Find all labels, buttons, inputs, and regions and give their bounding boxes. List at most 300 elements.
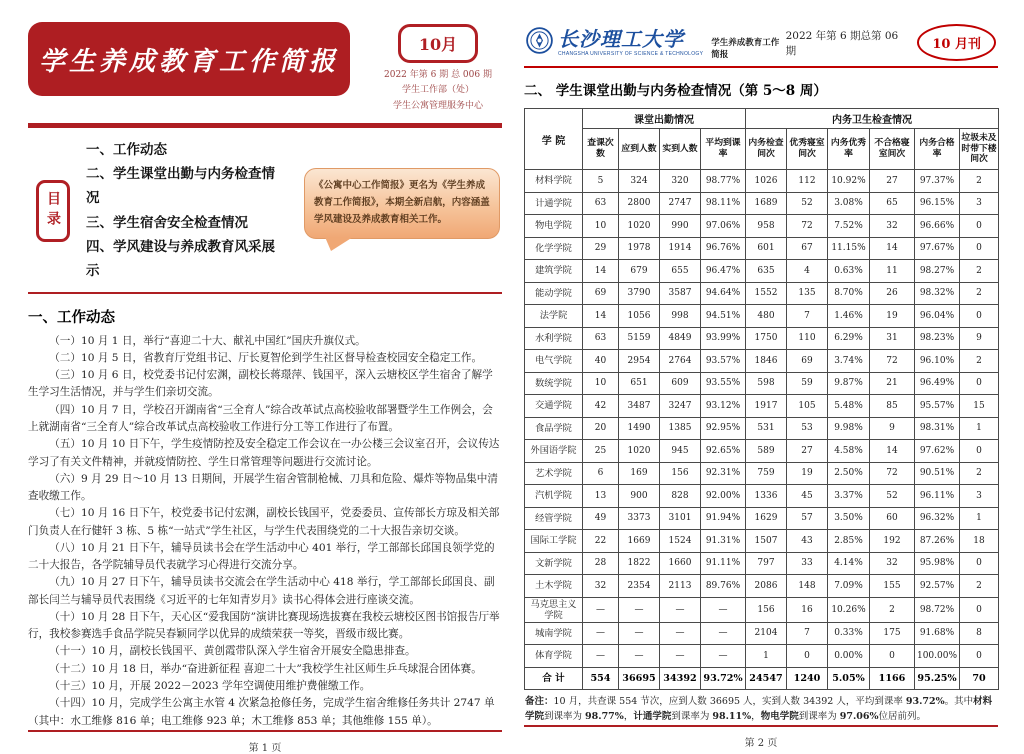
cell: 1026: [746, 170, 787, 193]
cell: 69: [787, 350, 828, 373]
cell: 3: [960, 485, 999, 508]
note-segment: 98.77%: [585, 710, 624, 722]
cell: 0.00%: [828, 645, 870, 668]
cell: 96.76%: [701, 237, 746, 260]
cell: 324: [619, 170, 660, 193]
cell: 10: [583, 372, 619, 395]
table-body: [525, 170, 999, 690]
cell: 43: [787, 530, 828, 553]
university-logo-icon: [526, 27, 553, 59]
footer-rule: [524, 725, 998, 727]
cell: 72: [787, 215, 828, 238]
cell: 0: [960, 305, 999, 328]
column-header: 垃圾未及时带下楼间次: [960, 129, 999, 170]
total-cell: 5.05%: [828, 667, 870, 690]
cell: 1020: [619, 440, 660, 463]
college-name: 马克思主义学院: [525, 597, 583, 622]
college-name: 艺术学院: [525, 462, 583, 485]
college-column-header: 学 院: [525, 109, 583, 170]
note-segment: 。其中: [944, 696, 974, 708]
cell: 93.55%: [701, 372, 746, 395]
cell: 4849: [660, 327, 701, 350]
cell: —: [583, 622, 619, 645]
cell: 0: [960, 645, 999, 668]
work-item: （四）10 月 7 日，学校召开湖南省“三全育人”综合改革试点高校验收部署暨学生工作例会，会上就湖南省“三全育人”综合改革试点高校验收工作进行分工等工作进行了布置。: [28, 403, 493, 433]
cell: 5159: [619, 327, 660, 350]
cell: 97.37%: [915, 170, 960, 193]
table-row: [525, 417, 999, 440]
work-item: （十四）10 月，完成学生公寓主水管 4 次紧急抢修任务，完成学生宿舍维修任务共计 2747 单（其中：水工维修 816 单；电工维修 923 单；木工维修 853 单；其他维修 155 单）。: [28, 697, 495, 727]
cell: —: [619, 645, 660, 668]
cell: 1822: [619, 552, 660, 575]
cell: 2354: [619, 575, 660, 598]
cell: 96.11%: [915, 485, 960, 508]
cell: 2.50%: [828, 462, 870, 485]
cell: 1629: [746, 507, 787, 530]
college-name: 文新学院: [525, 552, 583, 575]
cell: 91.11%: [701, 552, 746, 575]
cell: 96.66%: [915, 215, 960, 238]
cell: 8.70%: [828, 282, 870, 305]
cell: 40: [583, 350, 619, 373]
cell: 2113: [660, 575, 701, 598]
work-item: （五）10 月 10 日下午，学生疫情防控及安全稳定工作会议在一办公楼三会议室召开，会议传达学习了有关文件精神，并就疫情防控、学生日常管理等问题进行交流讨论。: [28, 438, 500, 468]
note-segment: 98.11%: [712, 710, 752, 722]
note-segment: 到课率为: [544, 710, 586, 722]
bulletin-title-banner: [28, 22, 350, 96]
note-segment: 97.06%: [839, 710, 879, 722]
column-header: 内务优秀率: [828, 129, 870, 170]
cell: 1689: [746, 192, 787, 215]
college-name: 电气学院: [525, 350, 583, 373]
cell: 67: [787, 237, 828, 260]
table-row: [525, 622, 999, 645]
cell: 22: [583, 530, 619, 553]
cell: 11: [870, 260, 915, 283]
cell: 2764: [660, 350, 701, 373]
toc-item: 一、工作动态: [86, 141, 167, 158]
cell: 589: [746, 440, 787, 463]
cell: 3.50%: [828, 507, 870, 530]
cell: 958: [746, 215, 787, 238]
college-name: 外国语学院: [525, 440, 583, 463]
note-segment: ，: [751, 710, 761, 722]
cell: 3.74%: [828, 350, 870, 373]
cell: 27: [870, 170, 915, 193]
cell: 169: [619, 462, 660, 485]
table-row: [525, 552, 999, 575]
cell: 52: [870, 485, 915, 508]
college-name: 建筑学院: [525, 260, 583, 283]
cell: 679: [619, 260, 660, 283]
cell: 45: [787, 485, 828, 508]
issue-text: 2022 年第 6 期总第 06 期: [785, 29, 899, 57]
cell: 1: [960, 507, 999, 530]
work-item: （十二）10 月 18 日，举办“奋进新征程 喜迎二十大”我校学生社区师生乒乓球混合团体赛。: [49, 662, 482, 675]
column-header: 内务合格率: [915, 129, 960, 170]
cell: 1385: [660, 417, 701, 440]
cell: 87.26%: [915, 530, 960, 553]
cell: 0: [787, 645, 828, 668]
cell: 52: [787, 192, 828, 215]
cell: 72: [870, 350, 915, 373]
college-name: 国际工学院: [525, 530, 583, 553]
bulletin-title: 学生养成教育工作简报: [38, 46, 339, 77]
cell: 93.12%: [701, 395, 746, 418]
cell: 945: [660, 440, 701, 463]
cell: 93.57%: [701, 350, 746, 373]
total-cell: 36695: [619, 667, 660, 690]
cell: 2: [960, 462, 999, 485]
cell: 100.00%: [915, 645, 960, 668]
cell: 89.76%: [701, 575, 746, 598]
cell: 14: [870, 237, 915, 260]
work-item: （七）10 月 16 日下午，校党委书记付宏渊，副校长钱国平，党委委员、宣传部长方琼及相关部门负责人在行健轩 3 栋、5 栋“一站式”学生社区，与学生代表围绕党的二十大报告亲切交谈。: [28, 507, 500, 537]
cell: 320: [660, 170, 701, 193]
page1-header: [28, 22, 502, 114]
table-row: [525, 530, 999, 553]
college-name: 物电学院: [525, 215, 583, 238]
cell: 2747: [660, 192, 701, 215]
cell: 98.27%: [915, 260, 960, 283]
cell: 93.99%: [701, 327, 746, 350]
cell: 105: [787, 395, 828, 418]
cell: 98.72%: [915, 597, 960, 622]
page-number: 第 1 页: [248, 742, 282, 754]
cell: 96.32%: [915, 507, 960, 530]
table-row: [525, 372, 999, 395]
college-name: 城南学院: [525, 622, 583, 645]
college-name: 材料学院: [525, 170, 583, 193]
cell: 33: [787, 552, 828, 575]
total-cell: 554: [583, 667, 619, 690]
note-segment: 到课率为: [798, 710, 840, 722]
cell: —: [701, 622, 746, 645]
cell: 155: [870, 575, 915, 598]
cell: 480: [746, 305, 787, 328]
cell: 7: [787, 305, 828, 328]
issue-box: [374, 22, 502, 114]
header-rule: [524, 66, 998, 68]
toc-list: [86, 138, 288, 284]
issue-line: 学生工作部（处）: [401, 85, 474, 96]
cell: 797: [746, 552, 787, 575]
cell: 14: [583, 260, 619, 283]
cell: 3373: [619, 507, 660, 530]
note-segment: 计通学院: [633, 710, 672, 722]
cell: 1914: [660, 237, 701, 260]
hygiene-group-header: 内务卫生检查情况: [746, 109, 999, 129]
cell: 7: [787, 622, 828, 645]
cell: 3247: [660, 395, 701, 418]
cell: 98.32%: [915, 282, 960, 305]
cell: 3790: [619, 282, 660, 305]
table-row: [525, 282, 999, 305]
cell: 998: [660, 305, 701, 328]
cell: 598: [746, 372, 787, 395]
cell: 1490: [619, 417, 660, 440]
cell: 16: [787, 597, 828, 622]
cell: 95.98%: [915, 552, 960, 575]
cell: 2.85%: [828, 530, 870, 553]
column-header: 平均到课率: [701, 129, 746, 170]
cell: 32: [870, 215, 915, 238]
cell: 3.08%: [828, 192, 870, 215]
work-item: （八）10 月 21 日下午，辅导员读书会在学生活动中心 401 举行，学工部部长邱国良领学党的二十大报告，各学院辅导员代表就学习心得进行交流分享。: [28, 541, 495, 572]
note-segment: 材料学院: [525, 696, 993, 722]
cell: 29: [583, 237, 619, 260]
issue-line: 2022 年第 6 期 总 006 期: [384, 70, 492, 80]
subheader-row: [525, 129, 999, 170]
cell: 5.48%: [828, 395, 870, 418]
cell: 1020: [619, 215, 660, 238]
cell: 98.23%: [915, 327, 960, 350]
cell: 96.15%: [915, 192, 960, 215]
cell: 94.51%: [701, 305, 746, 328]
cell: 97.62%: [915, 440, 960, 463]
cell: 94.64%: [701, 282, 746, 305]
note-segment: 备注：: [525, 696, 554, 708]
issue-line: 学生公寓管理服务中心: [392, 100, 483, 111]
cell: 192: [870, 530, 915, 553]
cell: 2: [960, 575, 999, 598]
month-badge: 10月: [398, 24, 478, 63]
footer-rule: [28, 730, 502, 732]
college-name: 法学院: [525, 305, 583, 328]
college-name: 化学学院: [525, 237, 583, 260]
work-item: （九）10 月 27 日下午，辅导员读书交流会在学生活动中心 418 举行，学工部部长邱国良、副部长闫兰与辅导员代表围绕《习近平的七年知青岁月》读书心得体会进行座谈交流。: [28, 576, 495, 606]
table-row: [525, 462, 999, 485]
cell: 1917: [746, 395, 787, 418]
cell: 9: [870, 417, 915, 440]
table-row: [525, 440, 999, 463]
cell: 651: [619, 372, 660, 395]
cell: 95.57%: [915, 395, 960, 418]
page-number: 第 2 页: [744, 737, 778, 749]
table-row: [525, 327, 999, 350]
cell: —: [701, 597, 746, 622]
cell: 57: [787, 507, 828, 530]
cell: 69: [583, 282, 619, 305]
cell: 1507: [746, 530, 787, 553]
cell: —: [619, 622, 660, 645]
work-item: （十）10 月 28 日下午，天心区“爱我国防”演讲比赛现场选拔赛在我校云塘校区图书馆报告厅举行，我校参赛选手食品学院吴春颖同学以优异的成绩荣获一等奖，晋级市级比赛。: [28, 610, 500, 641]
cell: 60: [870, 507, 915, 530]
note-segment: 到课率为: [671, 710, 713, 722]
cell: 96.04%: [915, 305, 960, 328]
cell: 601: [746, 237, 787, 260]
note-segment: 物电学院: [760, 710, 799, 722]
college-name: 水利学院: [525, 327, 583, 350]
total-row: [525, 667, 999, 690]
cell: —: [660, 645, 701, 668]
attendance-table: [524, 108, 999, 690]
toc-section: [28, 138, 502, 284]
attendance-group-header: 课堂出勤情况: [583, 109, 746, 129]
logo-group: [526, 26, 786, 60]
cell: —: [619, 597, 660, 622]
work-item: （二）10 月 5 日，省教育厅党组书记、厅长夏智伦到学生社区督导检查校园安全稳定工作。: [49, 351, 483, 364]
cell: 32: [583, 575, 619, 598]
table-row: [525, 575, 999, 598]
cell: 0.33%: [828, 622, 870, 645]
cell: 27: [787, 440, 828, 463]
section2-title: 二、 学生课堂出勤与内务检查情况（第 5～8 周）: [524, 83, 827, 99]
cell: 9.87%: [828, 372, 870, 395]
work-item: （十一）10 月，副校长钱国平、黄创霞带队深入学生宿舍开展安全隐患排查。: [49, 645, 416, 658]
cell: 6: [583, 462, 619, 485]
cell: 1660: [660, 552, 701, 575]
cell: 7.09%: [828, 575, 870, 598]
total-label: 合 计: [525, 667, 583, 690]
table-row: [525, 192, 999, 215]
note-segment: 93.72%: [905, 696, 945, 708]
cell: 110: [787, 327, 828, 350]
cell: 65: [870, 192, 915, 215]
column-header: 不合格寝室间次: [870, 129, 915, 170]
rule-divider: [28, 292, 502, 294]
work-item: （一）10 月 1 日，举行“喜迎二十大、献礼中国红”国庆升旗仪式。: [49, 334, 366, 347]
cell: 2086: [746, 575, 787, 598]
cell: 609: [660, 372, 701, 395]
cell: 49: [583, 507, 619, 530]
cell: 26: [870, 282, 915, 305]
college-name: 交通学院: [525, 395, 583, 418]
cell: 98.77%: [701, 170, 746, 193]
cell: 91.68%: [915, 622, 960, 645]
cell: 8: [960, 622, 999, 645]
cell: 91.94%: [701, 507, 746, 530]
cell: 15: [960, 395, 999, 418]
cell: 1978: [619, 237, 660, 260]
college-name: 土木学院: [525, 575, 583, 598]
college-name: 数统学院: [525, 372, 583, 395]
header-doc-title: 学生养成教育工作简报: [711, 37, 780, 60]
cell: 5: [583, 170, 619, 193]
college-name: 计通学院: [525, 192, 583, 215]
cell: 97.67%: [915, 237, 960, 260]
university-name: 长沙理工大学: [558, 26, 684, 51]
toc-item: 四、学风建设与养成教育风采展示: [86, 239, 275, 280]
cell: 6.29%: [828, 327, 870, 350]
cell: 531: [746, 417, 787, 440]
cell: —: [583, 645, 619, 668]
cell: 28: [583, 552, 619, 575]
month-issue-badge: 10 月刊: [917, 24, 996, 61]
cell: 0: [870, 645, 915, 668]
table-row: [525, 395, 999, 418]
work-item: （三）10 月 6 日，校党委书记付宏渊，副校长蒋璟萍、钱国平，深入云塘校区学生宿舍了解学生学习生活情况，并与学生们亲切交流。: [28, 369, 493, 399]
cell: 1524: [660, 530, 701, 553]
cell: 92.00%: [701, 485, 746, 508]
cell: 13: [583, 485, 619, 508]
cell: 135: [787, 282, 828, 305]
cell: 10.26%: [828, 597, 870, 622]
cell: 2: [960, 170, 999, 193]
cell: 2: [960, 260, 999, 283]
cell: 0.63%: [828, 260, 870, 283]
cell: 90.51%: [915, 462, 960, 485]
cell: 92.65%: [701, 440, 746, 463]
issue-info: [374, 68, 502, 114]
cell: 0: [960, 237, 999, 260]
cell: —: [583, 597, 619, 622]
cell: 4.14%: [828, 552, 870, 575]
table-row: [525, 645, 999, 668]
table-row: [525, 305, 999, 328]
cell: 92.95%: [701, 417, 746, 440]
total-cell: 95.25%: [915, 667, 960, 690]
cell: 96.49%: [915, 372, 960, 395]
cell: 635: [746, 260, 787, 283]
cell: 9.98%: [828, 417, 870, 440]
table-row: [525, 170, 999, 193]
cell: 0: [960, 597, 999, 622]
cell: 0: [960, 552, 999, 575]
cell: 0: [960, 440, 999, 463]
note-segment: 位居前列。: [878, 710, 927, 722]
college-name: 食品学院: [525, 417, 583, 440]
cell: 3587: [660, 282, 701, 305]
column-header: 实到人数: [660, 129, 701, 170]
note-segment: ，: [623, 710, 634, 722]
page-1: [28, 22, 502, 754]
total-cell: 1166: [870, 667, 915, 690]
total-cell: 70: [960, 667, 999, 690]
cell: 32: [870, 552, 915, 575]
cell: 96.10%: [915, 350, 960, 373]
table-row: [525, 350, 999, 373]
cell: 2: [870, 597, 915, 622]
cell: 63: [583, 327, 619, 350]
header-right: [786, 24, 996, 61]
cell: 156: [660, 462, 701, 485]
cell: 91.31%: [701, 530, 746, 553]
page1-footer: [28, 730, 502, 754]
college-name: 体育学院: [525, 645, 583, 668]
cell: 14: [870, 440, 915, 463]
total-cell: 1240: [787, 667, 828, 690]
cell: 3487: [619, 395, 660, 418]
college-name: 能动学院: [525, 282, 583, 305]
cell: 59: [787, 372, 828, 395]
cell: 4: [787, 260, 828, 283]
table-row: [525, 215, 999, 238]
cell: 175: [870, 622, 915, 645]
rename-callout-bubble: 《公寓中心工作简报》更名为《学生养成教育工作简报》，本期全新启航，内容涵盖学风建设及养成教育相关工作。: [304, 168, 500, 239]
cell: 148: [787, 575, 828, 598]
cell: 53: [787, 417, 828, 440]
cell: 1846: [746, 350, 787, 373]
cell: 20: [583, 417, 619, 440]
cell: 1: [746, 645, 787, 668]
cell: 31: [870, 327, 915, 350]
cell: 10.92%: [828, 170, 870, 193]
cell: 85: [870, 395, 915, 418]
cell: 156: [746, 597, 787, 622]
cell: 990: [660, 215, 701, 238]
page-2: [524, 22, 998, 749]
cell: 19: [787, 462, 828, 485]
table-row: [525, 485, 999, 508]
cell: —: [660, 622, 701, 645]
cell: 4.58%: [828, 440, 870, 463]
cell: 63: [583, 192, 619, 215]
cell: 72: [870, 462, 915, 485]
cell: 1669: [619, 530, 660, 553]
cell: 655: [660, 260, 701, 283]
cell: 1.46%: [828, 305, 870, 328]
